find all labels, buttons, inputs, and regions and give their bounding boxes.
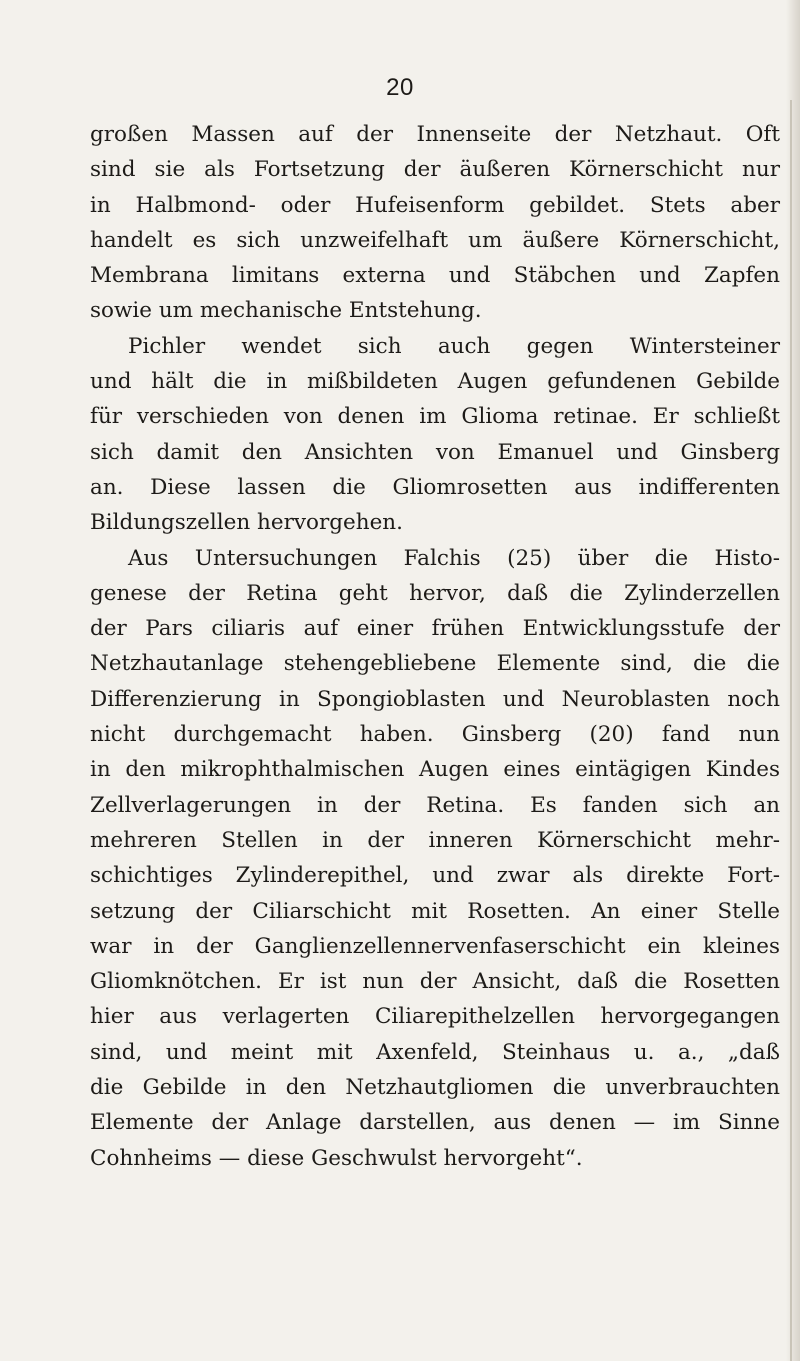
text-line: in den mikrophthalmischen Augen eines eintägigen Kindes — [90, 757, 780, 783]
text-line: schichtiges Zylinderepithel, und zwar als direkte Fort- — [90, 863, 780, 889]
text-line: die Gebilde in den Netzhautgliomen die unverbrauchten — [90, 1075, 780, 1101]
text-line: Bildungszellen hervorgehen. — [90, 510, 403, 536]
text-line: nicht durchgemacht haben. Ginsberg (20) fand nun — [90, 722, 780, 748]
text-line: für verschieden von denen im Glioma retinae. Er schließt — [90, 404, 780, 430]
page-number: 20 — [386, 74, 414, 101]
text-line: sowie um mechanische Entstehung. — [90, 298, 482, 324]
text-line: sich damit den Ansichten von Emanuel und Ginsberg — [90, 439, 780, 465]
text-line: Membrana limitans externa und Stäbchen und Zapfen — [90, 263, 780, 289]
text-line: sind sie als Fortsetzung der äußeren Körnerschicht nur — [90, 157, 780, 183]
text-line: mehreren Stellen in der inneren Körnerschicht mehr- — [90, 827, 780, 853]
page-edge-line — [790, 100, 792, 1361]
text-line: und hält die in mißbildeten Augen gefundenen Gebilde — [90, 369, 780, 395]
text-line: hier aus verlagerten Ciliarepithelzellen hervorgegangen — [90, 1004, 780, 1030]
text-line: Aus Untersuchungen Falchis (25) über die Histo- — [128, 545, 780, 571]
text-line: der Pars ciliaris auf einer frühen Entwicklungsstufe der — [90, 616, 780, 642]
text-line: Zellverlagerungen in der Retina. Es fanden sich an — [90, 792, 780, 818]
text-line: Elemente der Anlage darstellen, aus denen — im Sinne — [90, 1110, 780, 1136]
text-line: in Halbmond- oder Hufeisenform gebildet. Stets aber — [90, 192, 780, 218]
body-text — [90, 117, 780, 1176]
text-line: Gliomknötchen. Er ist nun der Ansicht, daß die Rosetten — [90, 969, 780, 995]
text-line: sind, und meint mit Axenfeld, Steinhaus u. a., „daß — [90, 1039, 780, 1065]
text-line: setzung der Ciliarschicht mit Rosetten. An einer Stelle — [90, 898, 780, 924]
text-line: an. Diese lassen die Gliomrosetten aus indifferenten — [90, 474, 780, 500]
text-line: Differenzierung in Spongioblasten und Neuroblasten noch — [90, 686, 780, 712]
text-line: war in der Ganglienzellennervenfaserschicht ein kleines — [90, 933, 780, 959]
page-gutter-shadow — [786, 0, 800, 1361]
text-line: Cohnheims — diese Geschwulst hervorgeht“. — [90, 1145, 583, 1171]
text-line: großen Massen auf der Innenseite der Netzhaut. Oft — [90, 122, 780, 147]
text-line: Netzhautanlage stehengebliebene Elemente sind, die die — [90, 651, 780, 677]
text-line: handelt es sich unzweifelhaft um äußere Körnerschicht, — [90, 227, 780, 253]
text-line: genese der Retina geht hervor, daß die Zylinderzellen — [90, 580, 780, 606]
text-line: Pichler wendet sich auch gegen Wintersteiner — [128, 333, 780, 359]
